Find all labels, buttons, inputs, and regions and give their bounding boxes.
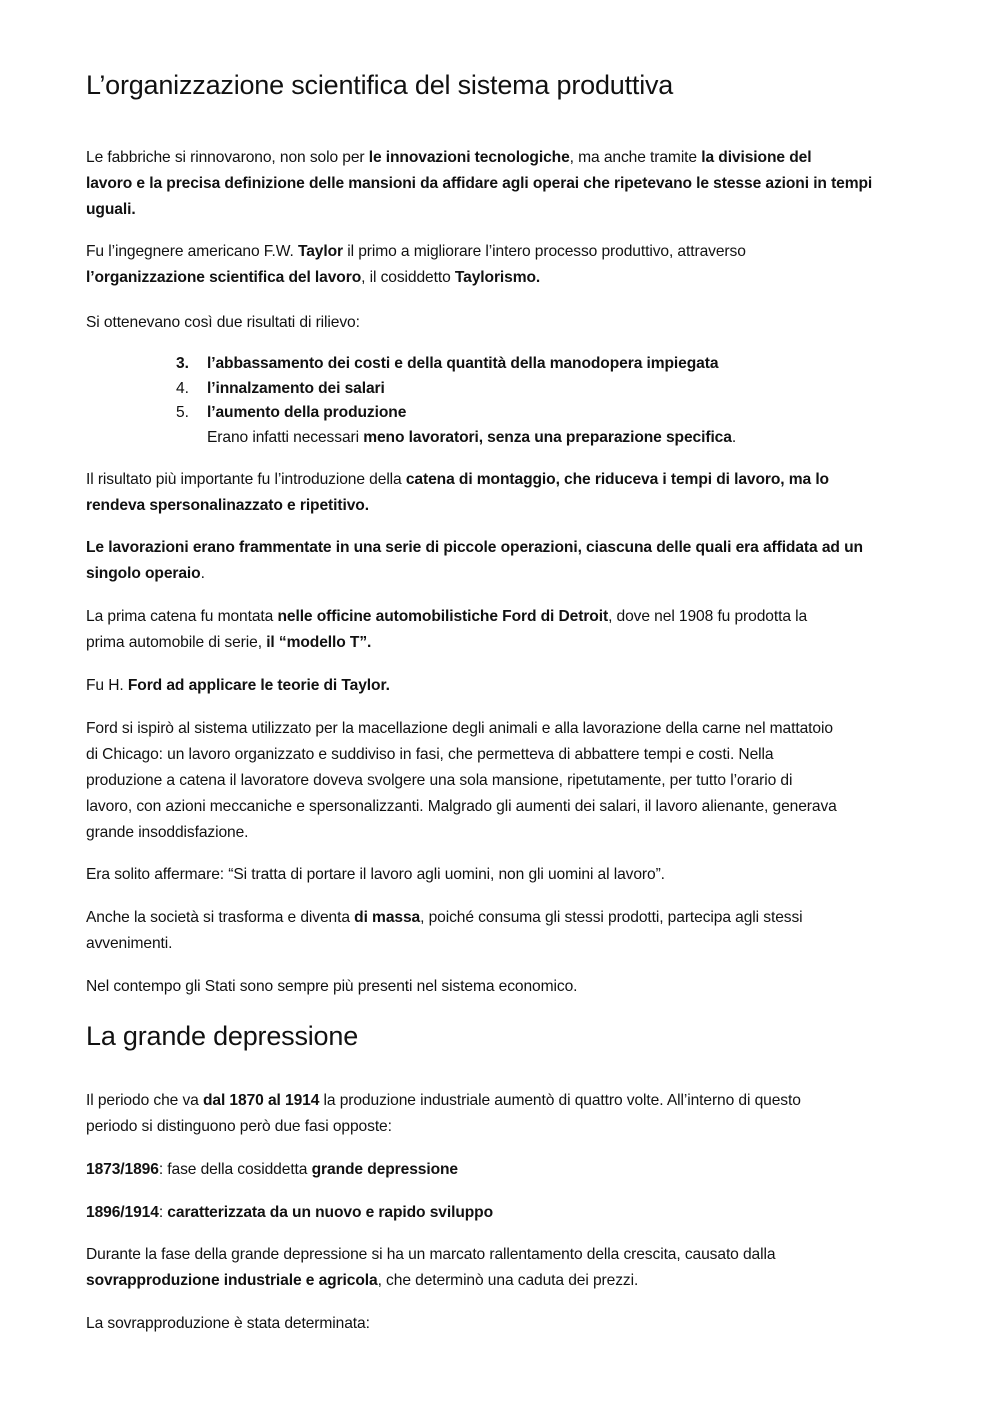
text-run: Anche la società si trasforma e diventa <box>86 909 355 926</box>
list-item-text: l’aumento della produzione <box>207 404 407 421</box>
text-line: produzione a catena il lavoratore doveva svolgere una sola mansione, ripetutamente, per tutto l’orario di <box>86 772 793 789</box>
text-run: Le fabbriche si rinnovarono, non solo per <box>86 149 369 166</box>
text-run: , poiché consuma gli stessi prodotti, partecipa agli stessi <box>420 909 803 926</box>
text-run: , dove nel 1908 fu prodotta la <box>608 608 808 625</box>
text-run: : <box>158 1204 168 1221</box>
text-line: Ford si ispirò al sistema utilizzato per la macellazione degli animali e alla lavorazione della carne nel mattatoio <box>86 720 833 737</box>
text-run: . <box>731 428 737 446</box>
bold-run: la divisione del <box>701 149 812 166</box>
bold-run: le innovazioni tecnologiche <box>368 149 570 166</box>
bold-run: singolo operaio <box>86 565 201 582</box>
paragraph-ford-taylor <box>86 673 914 699</box>
bold-run: nelle officine automobilistiche Ford di Detroit <box>277 608 609 625</box>
paragraph-fabbriche <box>86 145 914 223</box>
text-line: grande insoddisfazione. <box>86 824 249 841</box>
paragraph-periodo <box>86 1088 914 1140</box>
paragraph-lavorazioni <box>86 535 914 587</box>
text-run: : fase della cosiddetta <box>158 1161 312 1178</box>
text-run: . <box>200 565 205 582</box>
bold-run: catena di montaggio, che riduceva i tempi di lavoro, ma lo <box>405 471 829 488</box>
section-title: L’organizzazione scientifica del sistema produttiva <box>86 70 674 100</box>
paragraph-citazione: Era solito affermare: “Si tratta di portare il lavoro agli uomini, non gli uomini al lavoro”. <box>86 866 665 883</box>
bold-run: il “modello T”. <box>266 634 372 651</box>
bold-run: Taylorismo. <box>454 269 541 286</box>
section-title: La grande depressione <box>86 1021 359 1051</box>
list-note <box>86 425 914 451</box>
paragraph-risultati-intro: Si ottenevano così due risultati di rilievo: <box>86 314 360 331</box>
bold-run: di massa <box>354 909 421 926</box>
results-list <box>86 351 914 451</box>
paragraph-fase-2 <box>86 1200 914 1226</box>
bold-run: Le lavorazioni erano frammentate in una serie di piccole operazioni, ciascuna delle quali era affidata ad un <box>86 539 863 556</box>
bold-run: dal 1870 al 1914 <box>202 1092 320 1109</box>
bold-run: lavoro e la precisa definizione delle mansioni da affidare agli operai che ripetevano le stesse azioni in tempi <box>86 175 873 192</box>
text-run: prima automobile di serie, <box>86 634 267 651</box>
text-run: Il periodo che va <box>86 1092 203 1109</box>
text-run: Erano infatti necessari <box>207 428 364 446</box>
text-line: lavoro, con azioni meccaniche e spersonalizzanti. Malgrado gli aumenti dei salari, il lavoro alienante, generava <box>86 798 837 815</box>
paragraph-chicago <box>86 716 914 846</box>
list-item-text: l’innalzamento dei salari <box>207 379 385 397</box>
list-item <box>86 400 914 425</box>
bold-run: grande depressione <box>311 1161 458 1178</box>
text-run: Fu l’ingegnere americano F.W. <box>86 243 298 260</box>
text-run: Fu H. <box>86 677 128 694</box>
paragraph-taylor <box>86 239 914 291</box>
bold-run: Taylor <box>297 243 343 260</box>
bold-run: meno lavoratori, senza una preparazione specifica <box>363 428 732 446</box>
list-item <box>86 351 914 376</box>
list-item-text: l’abbassamento dei costi e della quantità della manodopera impiegata <box>207 355 719 372</box>
bold-run: rendeva spersonalinazzato e ripetitivo. <box>86 497 369 514</box>
bold-run: uguali. <box>86 201 136 218</box>
text-run: , il cosiddetto <box>361 269 455 286</box>
list-item <box>86 376 914 401</box>
text-run: Il risultato più importante fu l’introduzione della <box>86 471 406 488</box>
paragraph-catena <box>86 467 914 519</box>
paragraph-stati: Nel contempo gli Stati sono sempre più presenti nel sistema economico. <box>86 978 578 995</box>
text-run: , ma anche tramite <box>569 149 702 166</box>
bold-run: 1873/1896 <box>86 1161 159 1178</box>
paragraph-fase-1 <box>86 1157 914 1183</box>
text-run: avvenimenti. <box>86 935 173 952</box>
bold-run: Ford ad applicare le teorie di Taylor. <box>127 677 390 694</box>
list-number: 3. <box>176 355 189 372</box>
bold-run: caratterizzata da un nuovo e rapido sviluppo <box>167 1204 494 1221</box>
text-run: , che determinò una caduta dei prezzi. <box>377 1272 639 1289</box>
text-run: il primo a migliorare l’intero processo produttivo, attraverso <box>343 243 746 260</box>
paragraph-rallentamento <box>86 1242 914 1294</box>
text-line: di Chicago: un lavoro organizzato e suddiviso in fasi, che permetteva di abbattere tempi e costi. Nella <box>86 746 774 763</box>
text-run: periodo si distinguono però due fasi opposte: <box>86 1118 392 1135</box>
paragraph-societa <box>86 905 914 957</box>
text-run: la produzione industriale aumentò di quattro volte. All’interno di questo <box>319 1092 801 1109</box>
paragraph-sovrapproduzione: La sovrapproduzione è stata determinata: <box>86 1315 370 1332</box>
list-number: 4. <box>176 379 189 397</box>
bold-run: sovrapproduzione industriale e agricola <box>86 1272 378 1289</box>
list-number: 5. <box>176 404 189 421</box>
bold-run: 1896/1914 <box>86 1204 159 1221</box>
text-run: La prima catena fu montata <box>86 608 278 625</box>
bold-run: l’organizzazione scientifica del lavoro <box>86 269 362 286</box>
text-run: Durante la fase della grande depressione si ha un marcato rallentamento della crescita, causato dalla <box>86 1246 776 1263</box>
paragraph-ford-detroit <box>86 604 914 656</box>
